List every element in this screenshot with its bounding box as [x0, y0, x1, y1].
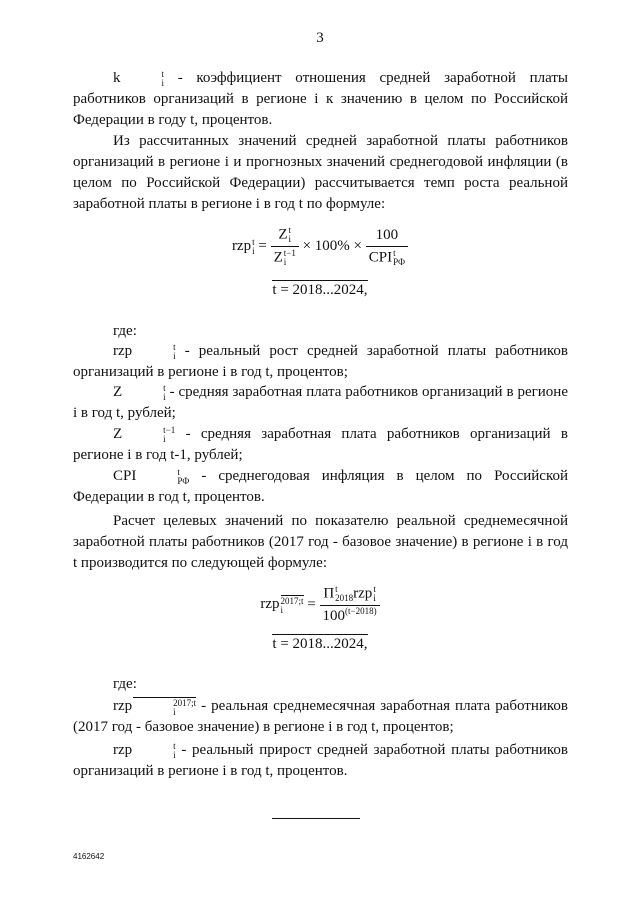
- definition-k: [73, 68, 568, 131]
- fraction-z: Z t i Z t−1 i: [271, 226, 299, 267]
- formula-range-1: t = 2018...2024,: [272, 282, 368, 298]
- page-number: 3: [316, 30, 324, 46]
- where-label-2: где:: [113, 676, 137, 692]
- paragraph-intro-1: Из рассчитанных значений средней заработной платы работников организаций в регионе i и прогнозных значений среднегодовой инфляции (в целом по Российской Федерации) рассчитывается темп роста реальной заработной платы в регионе i в год t по формуле:: [73, 133, 568, 212]
- formula-range-2: t = 2018...2024,: [272, 636, 368, 652]
- definition-z-t1: Z t−1 i - средняя заработная плата работников организаций в регионе i в год t-1, рублей;: [73, 424, 568, 463]
- definition-z-t: Z t i - средняя заработная плата работников организаций в регионе i в год t, рублей;: [73, 382, 568, 421]
- fraction-cpi: 100 CPI t РФ: [366, 227, 408, 267]
- formula-real-growth: rzp t i = Z t i Z t−1 i × 100% × 100 CPI t РФ: [0, 226, 640, 267]
- footer-code: 4162642: [73, 852, 105, 861]
- definition-rzp-target: rzp 2017;t i - реальная среднемесячная заработная плата работников (2017 год - базовое значение) в регионе i в год t, процентов;: [73, 697, 568, 735]
- definition-k-text: - коэффициент отношения средней заработной платы работников организаций в регионе i к значению в целом по Российской Федерации в году t, процентов.: [73, 70, 568, 128]
- formula-target: rzp 2017;t i = Π t 2018 rzp t i $100^{(t-2018)}$: [0, 585, 640, 625]
- definition-cpi: CPI t РФ - среднегодовая инфляция в целом по Российской Федерации в год t, процентов.: [73, 466, 568, 505]
- bottom-rule: [272, 818, 360, 819]
- fraction-target: Π t 2018 rzp t i $100^{(t-2018)}$: [320, 585, 380, 625]
- paragraph-intro-2: Расчет целевых значений по показателю реальной среднемесячной заработной платы работников (2017 год - базовое значение) в регионе i в год t производится по следующей формуле:: [73, 513, 568, 571]
- definition-rzp: rzp t i - реальный рост средней заработной платы работников организаций в регионе i в год t, процентов;: [73, 341, 568, 380]
- definition-rzp-growth: rzp t i - реальный прирост средней заработной платы работников организаций в регионе i в год t, процентов.: [73, 740, 568, 779]
- symbol-k: k t i: [113, 68, 165, 88]
- where-label-1: где:: [113, 323, 137, 339]
